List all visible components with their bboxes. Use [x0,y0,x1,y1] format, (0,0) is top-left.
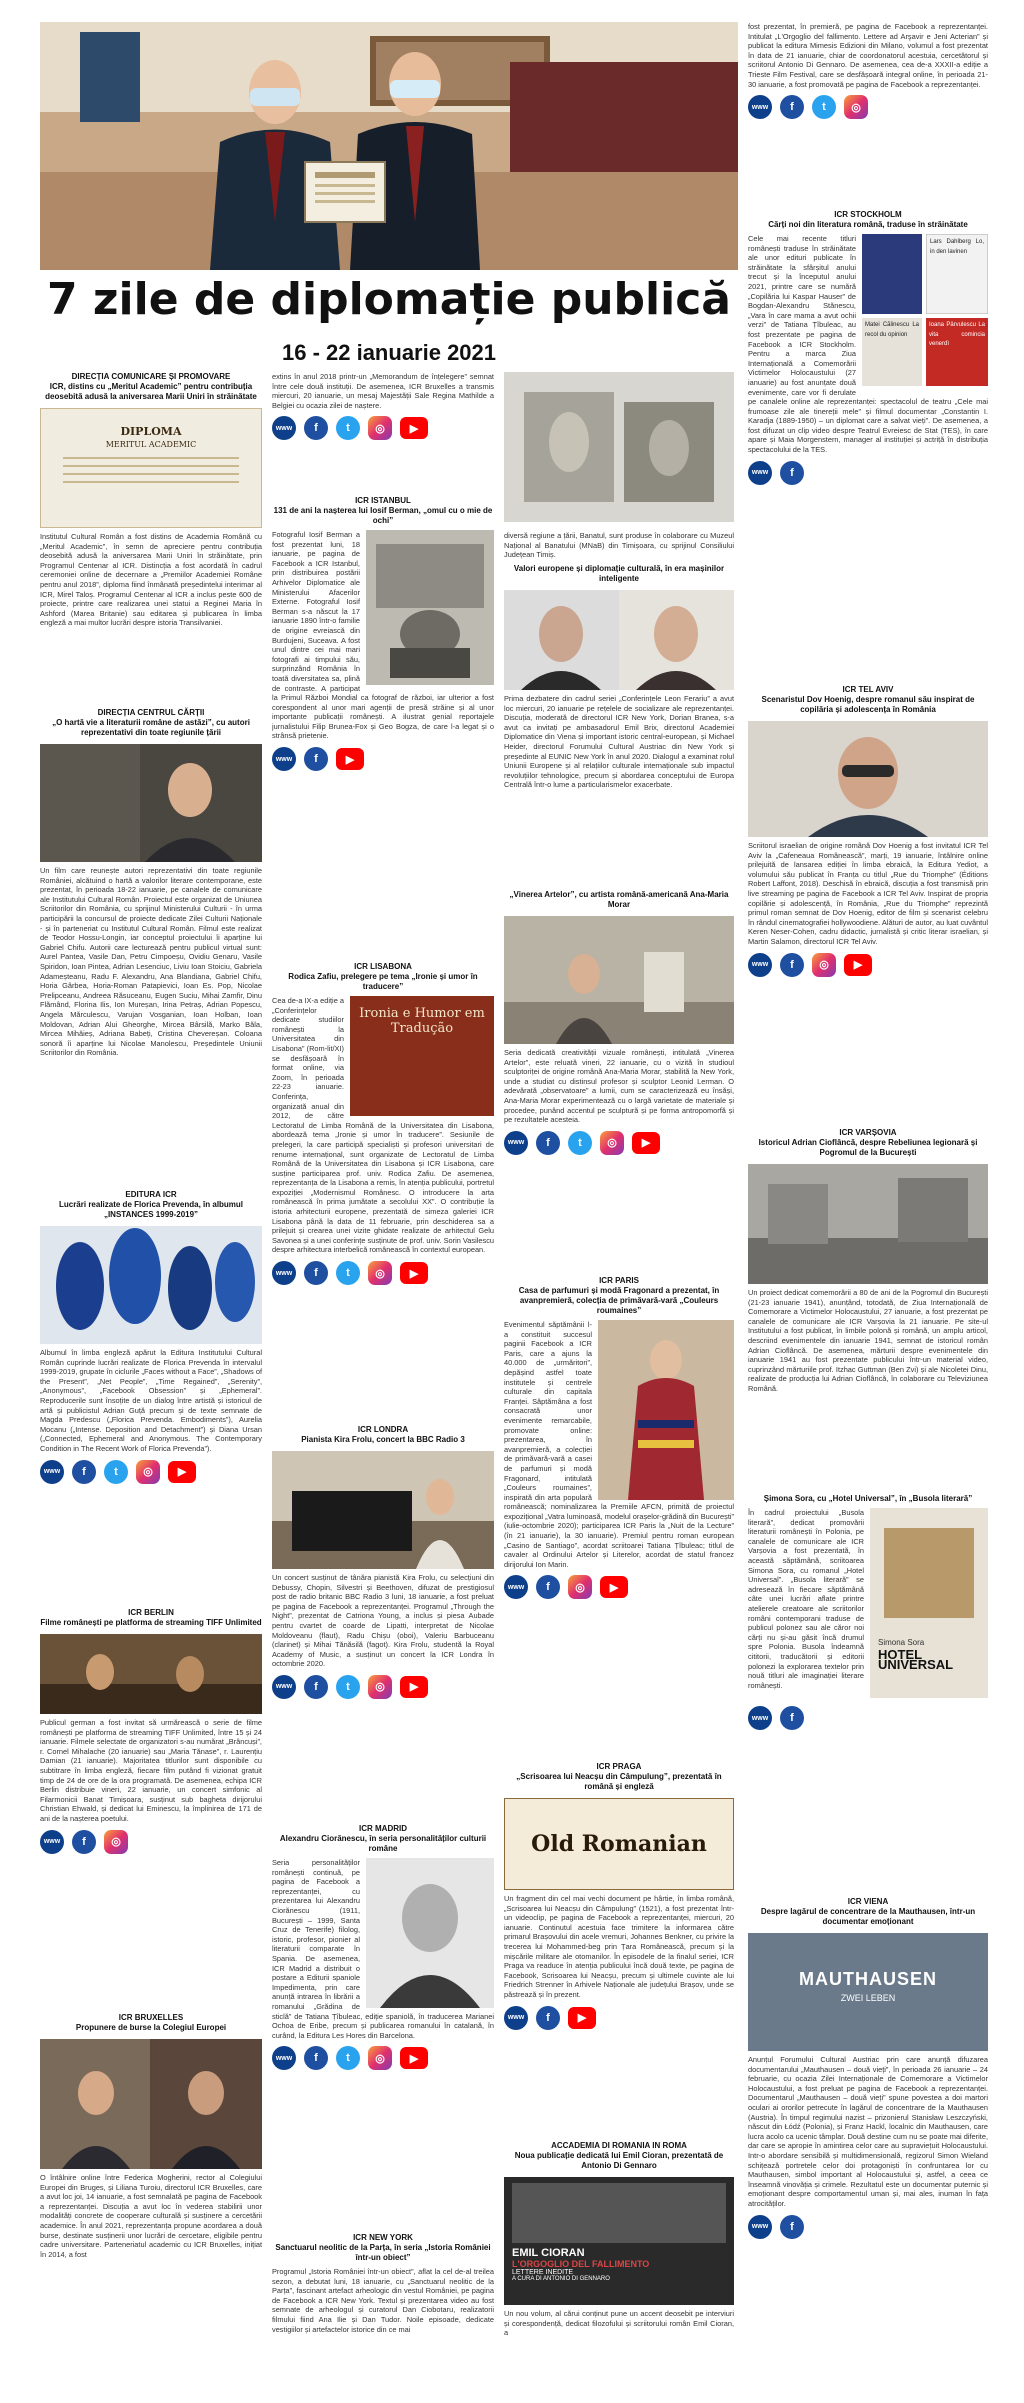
youtube-icon[interactable]: ▶ [844,954,872,976]
social-links [504,1131,734,1155]
section-body: Anunțul Forumului Cultural Austriac prin care anunță difuzarea documentarului „Mauthausen – două vieți”, în perioada 26 ianuarie – 24 februarie, cu ocazia Zilei Internaționale de Comemorare a Victimelor Holocaustului, a fost preluat pe pagina de Facebook a reprezentanței. Documentarul „Mauthausen – două vieți” spune povestea a doi martori oculari ai ororilor petrecute în lagărul de concentrare de la Mauthausen (Austria). În timpul regimului nazist – prizonierul Stanisław Leszczyński, născut din Łódź (Polonia), și Franz Hackl, localnic din Mauthausen, care lucra acolo ca ucenic tâmplar. Două destine cum nu se poate mai diferite, dar care se apropie în amintirea celor care au supraviețuit Holocaustului. Intr-o abordare sensibilă și multidimensională, regizorul Simon Wieland schițează portretele celor doi protagoniști în confruntarea lor cu Mauthausen, simbol important al Holocaustului și, astfel, a ceea ce înseamnă vinovăția și crimele. Rezultatul este un documentar puternic și emoționant despre comportamentul uman și, mai ales, inuman în fața atrocităților. [748,2055,988,2208]
facebook-icon[interactable]: f [304,1261,328,1285]
section-heading [272,1425,494,1445]
section-dcp [40,372,262,628]
section-location: ICR PARIS [599,1276,639,1285]
section-location: EDITURA ICR [125,1190,177,1199]
section-body-wrap [272,530,494,741]
section-body: fost prezentat, în premieră, pe pagina de Facebook a reprezentanței. Intitulat „L'Orgoglio del fallimento. Lettere ad Arşavir e Jeni Acterian” și publicat la editura Mimesis Edizioni din Milano, volumul a fost prezentat în data de 21 ianuarie, chiar de coordonatorul acestuia, cercetătorul și scriitorul Antonio Di Gennaro. De asemenea, cea de-a XXXII-a ediție a Trieste Film Festival, care se desfășoară integral online, în perioada 21-30 ianuarie, a fost promovată pe pagina de Facebook a reprezentanței. [748,22,988,89]
online-meeting-photo [40,2039,262,2169]
www-icon[interactable]: www [272,1261,296,1285]
facebook-icon[interactable]: f [304,2046,328,2070]
facebook-icon[interactable]: f [536,1131,560,1155]
twitter-icon[interactable]: t [336,2046,360,2070]
section-body: Seria personalităților românești continuă, pe pagina de Facebook a reprezentanței, cu prezentarea lui Alexandru Ciorănescu (1911, București – 1999, Santa Cruz de Tenerife) filolog, istoric, profesor, pionier al literaturii comparate în Spania. De asemenea, ICR Madrid a distribuit o postare a Editurii spaniole Impedimenta, prin care anunță intrarea în librării a romanului „Grădina de sticlă” de Tatiana Țîbuleac, ediție spaniolă, în traducerea Marianei Ochoa de Eribe, precum și publicarea romanului în catalană, în curând, la Editura Les Hores din Barcelona. [272,1858,494,2040]
section-newyork-arts [504,890,734,1155]
social-links [272,1675,494,1699]
old-romanian-banner [504,1798,734,1890]
section-subtitle: Casa de parfumuri și modă Fragonard a prezentat, în avanpremieră, colecția de primăvară-vară „Couleurs roumaines” [518,1286,720,1315]
film-festival-still [40,1634,262,1714]
youtube-icon[interactable]: ▶ [336,748,364,770]
section-location: DIRECȚIA CENTRUL CĂRȚII [97,708,205,717]
section-location: ICR LISABONA [354,962,412,971]
twitter-icon[interactable]: t [812,95,836,119]
fashion-photo [598,1320,734,1500]
youtube-icon[interactable]: ▶ [568,2007,596,2029]
section-berlin [40,1608,262,1854]
section-londra [272,1425,494,1699]
section-heading [748,210,988,230]
instagram-icon[interactable]: ◎ [600,1131,624,1155]
section-body-wrap [748,1508,988,1700]
section-subtitle: „Scrisoarea lui Neacșu din Câmpulung”, prezentată în română și engleză [516,1772,722,1791]
page-headline: 7 zile de diplomație publică [47,274,731,325]
instagram-icon[interactable]: ◎ [844,95,868,119]
facebook-icon[interactable]: f [780,2215,804,2239]
section-body-wrap [748,234,988,455]
www-icon[interactable]: www [272,747,296,771]
facebook-icon[interactable]: f [780,95,804,119]
section-body-wrap [272,996,494,1255]
section-subtitle: Șimona Sora, cu „Hotel Universal”, în „Busola literară” [763,1494,973,1503]
section-heading [40,1190,262,1220]
social-links [40,1460,262,1484]
section-heading [272,496,494,526]
section-newyork-conference [504,564,734,790]
facebook-icon[interactable]: f [304,747,328,771]
author-photo [748,721,988,837]
facebook-icon[interactable]: f [304,1675,328,1699]
facebook-icon[interactable]: f [304,416,328,440]
section-subtitle: Cărți noi din literatura română, traduse în străinătate [768,220,968,229]
section-location: ICR MADRID [359,1824,407,1833]
www-icon[interactable]: www [504,2006,528,2030]
section-body: Scriitorul israelian de origine română Dov Hoenig a fost invitatul ICR Tel Aviv la „Cafeneaua Românească”, marți, 19 ianuarie, întâlnire online prilejuită de lansarea ediției în limba ebraică, la Editura Yediot, a volumului său publicat în Franța cu titlul „Rue du Triomphe” (Éditions Robert Laffont, 2018). Deschisă în ebraică, discuția a fost transmisă prin live streaming pe pagina de Facebook a ICR Tel Aviv. Inspirat de propria copilărie și adolescență, în România, „Rue du Triomphe” reprezintă primul roman semnat de Dov Hoenig, editor de film și scenarist celebru în rândul cinematografiei hollywoodiene. Alături de autor, au luat cuvântul Keren Neser-Cohen, cadru didactic, jurnalistă și critic literar israelian, și Martin Salamon, directorul ICR Tel Aviv. [748,841,988,946]
documentary-poster [748,1933,988,2051]
www-icon[interactable]: www [748,1706,772,1730]
section-body: Un proiect dedicat comemorării a 80 de ani de la Pogromul din București (21-23 ianuarie 1941), anunțând, totodată, de Ziua Internațională de Comemorare a Victimelor Holocaustului, 27 ianuarie, a fost prezentat pe canalele de comunicare ale ICR Varșovia la 21 ianuarie. Pe site-ul Institutului a fost publicat, în limbile polonă și română, un amplu articol, descriind evenimentele din ianuarie 1941, semnat de istoricul român Adrian Cioflâncă. De asemenea, mărturii despre evenimentele din ianuarie 1941 au fost prezentate publicului într-un material video, cuprinzând mărturiile prof. Itzhac Guttman (Ben Zvi) și ale Nicoletei Dinu, realizate de producția lui Adrian Cioflâncă, în colaborare cu Televiziunea Română. [748,1288,988,1393]
section-location: ICR ISTANBUL [355,496,411,505]
diploma-title: DIPLOMA [120,425,182,438]
section-body: Publicul german a fost invitat să urmărească o serie de filme românești pe platforma de streaming TIFF Unlimited, între 15 și 24 ianuarie. Filmele selectate de organizatori s-au numărat „Brâncuși”, r. Cornel Mihalache (20 ianuarie) sau „Maria Tănase”, r. Laurențiu Damian (21 ianuarie). Majoritatea titlurilor sunt disponibile cu subtitrare în limba engleză, fiecare film putând fi vizionat gratuit timp de 24 de ore de la ora programată. De asemenea, echipa ICR Berlin distribuie vineri, 22 ianuarie, un concert simfonic al Filarmonicii Banat Timișoara, susținut sub bagheta dirijorului Christian Ehwald, și dedicat lui Eminescu, la împlinirea de 171 de ani de la nașterea poetului. [40,1718,262,1823]
www-icon[interactable]: www [40,1830,64,1854]
section-body: Seria dedicată creativității vizuale românești, intitulată „Vinerea Artelor”, este reluată vineri, 22 ianuarie, cu o vizită în studioul sculptoriței de origine română Ana-Maria Morar, stabilită la New York, unde a studiat cu distinsul profesor și sculptor Leonid Lerman. O adevărată „observatoare” a lumii, cum se caracterizează eu însăși, Ana-Maria Morar experimentează cu o largă varietate de materiale și procedee, punând accentul pe sculptură și pe forma antropomorfă și pe rezultatele acesteia. [504,1048,734,1125]
banner-title: Old Romanian [531,1831,707,1857]
book-title: Ironia e Humor em Tradução [359,1006,485,1036]
social-links [748,1706,988,1730]
section-heading [40,708,262,738]
historic-street-photo [748,1164,988,1284]
section-body-wrap [272,1858,494,2040]
section-heading [748,685,988,715]
cover-title: L'ORGOGLIO DEL FALLIMENTO [512,2259,650,2269]
section-telaviv [748,685,988,977]
section-body: Programul „Istoria României într-un obiect”, aflat la cel de-al treilea sezon, a debutat luni, 18 ianuarie, cu „Sanctuarul neolitic de la Parța”, fascinant artefact arheologic din vestul României, pe pagina de Facebook a ICR New York. Textul și prezentarea video au fost semnate de arheologul și curatorul Dan Ciobotaru, realizatorii filmului fiind Ana Ilie și Dan Tudor. Noile episoade, dedicate vestigiilor și artefactelor istorice din ce mai [272,2267,494,2334]
social-links [272,2046,494,2070]
youtube-icon[interactable]: ▶ [168,1461,196,1483]
social-links [504,2006,734,2030]
www-icon[interactable]: www [748,953,772,977]
youtube-icon[interactable]: ▶ [400,1262,428,1284]
www-icon[interactable]: www [272,1675,296,1699]
instagram-icon[interactable]: ◎ [368,416,392,440]
www-icon[interactable]: www [748,461,772,485]
book-cover-1 [862,234,922,314]
social-links [272,1261,494,1285]
social-links [272,416,494,440]
section-body: În cadrul proiectului „Busola literară”, dedicat promovării literaturii românești în Polonia, pe canalele de comunicare ale ICR Varșovia a fost prezentată, în această săptămână, scriitoarea Simona Sora, cu romanul „Hotel Universal”. „Busola literară” se adresează în fiecare săptămână câte unei lucrări aflate printre atelierele creatoare ale scriitorilor români contemporani traduse de publicul polonez sau ale căror noi cărți nu și-au găsit încă drumul spre Polonia. Busola îndeamnă cititorii, traducătorii și editorii polonezi la explorarea textelor prin nouă titluri ale imaginației literare românești. [748,1508,864,1690]
instagram-icon[interactable]: ◎ [104,1830,128,1854]
instagram-icon[interactable]: ◎ [368,1261,392,1285]
meeting-screenshot [40,2039,262,2169]
hotel-universal-cover [870,1508,988,1698]
section-bruxelles-cont [272,372,494,440]
pianist-photo [272,1451,494,1569]
diploma-subtitle: MERITUL ACADEMIC [105,440,197,449]
officials-photo [40,22,738,270]
facebook-icon[interactable]: f [536,1575,560,1599]
section-subtitle: Pianista Kira Frolu, concert la BBC Radio 3 [301,1435,465,1444]
facebook-icon[interactable]: f [72,1830,96,1854]
section-location: ICR STOCKHOLM [834,210,902,219]
sanctuary-photo [504,372,734,522]
section-newyork [272,2233,494,2334]
section-body: Evenimentul săptămânii l-a constituit succesul paginii Facebook a ICR Paris, care a ajuns la 40.000 de „urmăritori”, depășind astfel toate institutele și centrele culturale din capitala Franței. Săptămâna a fost consacrată unor evenimente remarcabile, promovate online: prezentarea, în avanpremieră, a colecției de primăvară-vară a casei de parfumuri și modă Fragonard, intitulată „Couleurs roumaines”, inspirată din arta populară românească; nominalizarea la Premiile AFCN, primită de proiectul expozițional „Vatra luminoasă, modelul orașelor-grădină din București” (iulie-octombrie 2020); participarea ICR Paris la „Nuit de la Lecture” (în 21 ianuarie), la 30 ianuarie). Premiul pentru roman european „Casino de Santiago”, acordat scriitoarei Tatiana Țîbuleac; titlul de cavaler al Ordinului Artelor și Literelor, acordat de statul francez dirijorului Ion Marin. [504,1320,734,1569]
section-editura [40,1190,262,1484]
section-body: Un concert susținut de tânăra pianistă Kira Frolu, cu selecțiuni din Debussy, Chopin, Silvestri și Beethoven, difuzat de prestigiosul post de radio britanic BBC Radio 3 luni, 18 ianuarie, a fost preluat pe pagina de Facebook a reprezentanței. Programul „Through the Night”, prezentat de Catriona Young, a inclus și piesa Aubade pentru cvartet de coarde de Lipatti, interpretat de Nicolae Moldoveanu (flaut), Radu Chișu (oboi), Valeriu Barbuceanu (clarinet) și Mihai Tănăsilă (fagot). Kira Frolu, studentă la Royal Academy of Music, a susținut un concert la ICR Londra în octombrie 2020. [272,1573,494,1669]
section-subtitle: „O hartă vie a literaturii române de astăzi”, cu autori reprezentativi din toate regiunile țării [52,718,250,737]
writer-photo [40,744,262,862]
portrait-photo [366,1858,494,2008]
youtube-icon[interactable]: ▶ [400,417,428,439]
section-subtitle: „Vinerea Artelor”, cu artista română-americană Ana-Maria Morar [509,890,729,909]
section-newyork-photo [504,372,734,560]
facebook-icon[interactable]: f [780,461,804,485]
section-subtitle: Sanctuarul neolitic de la Parța, în seria „Istoria României într-un obiect” [275,2243,491,2262]
youtube-icon[interactable]: ▶ [400,2047,428,2069]
section-heading [504,2141,734,2171]
www-icon[interactable]: www [272,416,296,440]
section-body: Un film care reunește autori reprezentativi din toate regiunile României, alcătuind o hartă a valorilor literare contemporane, este prezentat, în perioada 18-22 ianuarie, pe canalele de comunicare ale Institutului Cultural Român. Proiectul este organizat de Uniunea Scriitorilor din România, cu sprijinul Ministerului Culturii - în urma participării la concursul de proiecte dedicate Zilei Culturii Naționale - și în parteneriat cu Institutul Cultural Român. Filmul este realizat de Teodor Hossu-Longin, iar conceptul proiectului îi aparține lui Gabriel Chifu. Autorii care lecturează pentru publicul virtual sunt: Aurel Pantea, Vasile Dan, Petru Cimpoeșu, Ovidiu Genaru, Vasile Spiridon, Ioan Pintea, Adrian Lesenciuc, Liviu Ioan Stoiciu, Gabriela Adameșteanu, Radu F. Alexandru, Ana Blandiana, Gabriel Chifu, Horia Gârbea, Horia-Roman Patapievici, Ioan Es. Pop, Nicolae Prelipceanu, Andreea Răsuceanu, Eugen Suciu, Mihai Zamfir, Dinu Flămând, Florina Ilis, Ion Mureșan, Irina Petraș, Adrian Popescu, Angela Mărculescu, Varujan Vosganian, Ioan Holban, Ioan Moldovan, Adrian Alui Gheorghe, Mircea Bârsilă, Marko Băla, Mircea Mihăieș, Adriana Babeți, Cristina Chevereșan. Coloana sonoră îi aparține lui Nicolae Manolescu, Președintele Uniunii Scriitorilor din România. [40,866,262,1058]
section-body: Albumul în limba engleză apărut la Editura Institutului Cultural Român cuprinde lucrări realizate de Florica Prevenda în intervalul 1999-2019, grupate în ciclurile „Faces without a Face”, „Shadows of the Present”, „Net People”, „Time Regained”, „Serenity”, „Anonymous”, „Facebook Obsession” și „Ephemeral”. Reproducerile sunt însoțite de un dialog între artistă și istoricul de artă și publicistul Adrian Guță precum și de texte semnate de Magda Predescu („Florica Prevenda. Embodiments”), Aurelia Mocanu („Intense. Deposition and Detachment”) și Diana Ursan („Connected, Ephemeral and Anonymous. The Contemporary Condition in The Recent Work of Florica Prevenda”). [40,1348,262,1453]
section-location: ICR LONDRA [357,1425,409,1434]
section-subtitle: Scenaristul Dov Hoenig, despre romanul său inspirat de copilăria și adolescența în România [761,695,975,714]
social-links [748,2215,988,2239]
section-body: O întâlnire online între Federica Mogherini, rector al Colegiului Europei din Bruges, și Liliana Turoiu, directorul ICR Bruxelles, care a avut loc joi, 14 ianuarie, a fost semnalată pe pagina de Facebook a reprezentanței. Discuția a avut loc în vederea stabilirii unor modalități concrete de cooperare culturală și susținere a cercetării academice. În anul 2021, reprezentanța propune acordarea a două burse, destinate susținerii unor lucrări de cercetare, eligibile pentru cadre universitare. Parteneriatul academic cu ICR Bruxelles, inițiat în 2014, a fost [40,2173,262,2259]
diploma-image [40,408,262,528]
section-subtitle: 131 de ani la nașterea lui Iosif Berman, „omul cu o mie de ochi” [273,506,493,525]
facebook-icon[interactable]: f [780,953,804,977]
section-viena [748,1897,988,2239]
section-heading [748,1897,988,1927]
section-location: DIRECȚIA COMUNICARE ȘI PROMOVARE [71,372,231,381]
social-links [504,1575,734,1599]
section-body: Un nou volum, al cărui conținut pune un accent deosebit pe interviuri și corespondență, dedicat filozofului și scriitorului român Emil Cioran, a [504,2309,734,2338]
instagram-icon[interactable]: ◎ [812,953,836,977]
www-icon[interactable]: www [748,95,772,119]
blue-sculptures [40,1226,262,1344]
section-bruxelles [40,2013,262,2259]
www-icon[interactable]: www [272,2046,296,2070]
section-heading [40,372,262,402]
section-heading [272,2233,494,2263]
section-location: ICR NEW YORK [353,2233,413,2242]
studio-photo [504,916,734,1044]
section-body: Cele mai recente titluri românești traduse în străinătate ale unor edituri publicate în străinătate la sfârșitul anului trecut și la începutul anului 2021, printre care se numără „Copilăria lui Kaspar Hauser” de Bogdan-Alexandru Stănescu, „Vara în care mama a avut ochii verzi” de Tatiana Țîbuleac, au fost prezentate pe pagina de Facebook a ICR Stockholm. Pentru a marca Ziua Internațională a Comemorării Victimelor Holocaustului (27 ianuarie) au fost anunțate două evenimente, care vor fi derulate pe canalele online ale reprezentanței: spectacolul de teatru „Cele mai frumoase zile ale tinereții mele” și filmul documentar „Constantin I. Karadja (1889-1950) – un diplomat care a salvat vieți”. De asemenea, a fost difuzat un clip video despre Teatrul Evreiesc de Stat (TES), în care apare și Maia Morgenstern, manager al instituției și actriță în distribuția spectacolului de la TES. [748,234,988,455]
www-icon[interactable]: www [748,2215,772,2239]
section-heading [40,1608,262,1628]
cover-title: HOTEL UNIVERSAL [878,1647,954,1672]
section-heading [504,1762,734,1792]
section-subtitle: Lucrări realizate de Florica Prevenda, în albumul „INSTANCES 1999-2019” [58,1200,244,1219]
piano-performance [272,1451,494,1569]
section-body: diversă regiune a țării, Banatul, sunt produse în colaborare cu Muzeul Național al Banatului (MNaB) din Timișoara, cu sprijinul Consiliului Județean Timiș. [504,531,734,560]
twitter-icon[interactable]: t [104,1460,128,1484]
historic-photo [366,530,494,685]
writer-video-still [40,744,262,862]
section-heading [748,1128,988,1158]
hero-photo [40,22,738,270]
twitter-icon[interactable]: t [336,416,360,440]
facebook-icon[interactable]: f [72,1460,96,1484]
section-subtitle: Filme românești pe platforma de streaming TIFF Unlimited [40,1618,262,1627]
sculptor-studio-photo [504,916,734,1044]
social-links [40,1830,262,1854]
social-links [748,461,988,485]
section-accademia [504,2141,734,2338]
speakers-photo [504,590,734,690]
section-location: ICR TEL AVIV [842,685,894,694]
section-subtitle: Alexandru Ciorănescu, în seria personalităților culturii române [279,1834,487,1853]
two-speakers [504,590,734,690]
section-heading [272,962,494,992]
book-cover-3: Matei Călinescu La recol du opinion [862,318,922,386]
section-body: Un fragment din cel mai vechi document pe hârtie, în limba română, „Scrisoarea lui Neacșu din Câmpulung” (1521), a fost prezentat într-un videoclip, pe pagina de Facebook a reprezentanței, miercuri, 20 ianuarie. Continutul acestuia face trimitere la informarea către primarul Brașovului din acele vremuri, Johannes Benkner, cu privire la trecerea lui Mohammed-beg prin Țara Românească, precum și la mișcările militare ale otomanilor. În episodele de la finalul seriei, ICR Praga va readuce în atenția publicului încă două texte, pe pagina de Facebook, Scrisoarea lui Neacșu, precum și ultimele cuvinte ale lui Friedrich Strenner în Arhivele Naționale ale județului Brașov, unde se păstrează și în prezent. [504,1894,734,1999]
section-lisabona [272,962,494,1285]
section-stockholm [748,210,988,485]
section-location: ICR VARȘOVIA [839,1128,897,1137]
youtube-icon[interactable]: ▶ [632,1132,660,1154]
section-location: ICR VIENA [847,1897,889,1906]
section-sora [748,1494,988,1730]
section-body: Institutul Cultural Român a fost distins de Academia Română cu „Meritul Academic”, în semn de apreciere pentru contribuția deosebită adusă la aniversarea Marii Uniri în străinătate, prin Programul Centenar al ICR. Distincția a fost acordată în cadrul ceremoniei online de decernare a „Premiilor Academiei Române pentru anul 2018”, diploma fiind înmânată președintelui interimar al ICR, Mirel Taloș. Programul Centenar al ICR a inclus peste 600 de proiecte, printre care realizarea unei statui a Reginei Maria în Ashford (Marea Britanie) sau editarea și publicarea în limba engleză a mai multor lucrări despre istoria Transilvaniei. [40,532,262,628]
section-heading [504,1276,734,1316]
book-cover-2: Lars Dahlberg Lo, in den lavinen [926,234,988,314]
section-madrid [272,1824,494,2070]
facebook-icon[interactable]: f [536,2006,560,2030]
section-subtitle: Noua publicație dedicată lui Emil Cioran, prezentată de Antonio Di Gennaro [514,2151,724,2170]
twitter-icon[interactable]: t [336,1675,360,1699]
section-body: extins în anul 2018 printr-un „Memorandum de înțelegere” semnat între cele două instituții. De asemenea, ICR Bruxelles a transmis miercuri, 20 ianuarie, un mesaj Majestății Sale Regina Mathilde a Belgiei cu ocazia zilei de naștere. [272,372,494,410]
instagram-icon[interactable]: ◎ [368,1675,392,1699]
cover-author: Simona Sora [878,1638,925,1647]
section-istanbul [272,496,494,771]
section-subtitle: Propunere de burse la Colegiul Europei [75,2023,227,2032]
film-title: MAUTHAUSEN [799,1969,937,1989]
section-body-wrap [504,1320,734,1569]
facebook-icon[interactable]: f [780,1706,804,1730]
section-accademia-cont [748,22,988,119]
section-paris [504,1276,734,1599]
section-location: ICR PRAGA [596,1762,642,1771]
book-cover [350,996,494,1116]
www-icon[interactable]: www [504,1575,528,1599]
cioran-book-cover [504,2177,734,2305]
twitter-icon[interactable]: t [568,1131,592,1155]
social-links [272,747,494,771]
section-location: ICR BRUXELLES [118,2013,184,2022]
section-subtitle: Rodica Zafiu, prelegere pe tema „Ironie și umor în traducere” [288,972,478,991]
book-covers [862,234,988,386]
social-links [748,95,988,119]
section-heading [40,2013,262,2033]
cover-author: EMIL CIORAN [512,2247,585,2259]
section-dcc [40,708,262,1058]
instagram-icon[interactable]: ◎ [568,1575,592,1599]
bucharest-1941-photo [748,1164,988,1284]
section-body: Prima dezbatere din cadrul seriei „Conferințele Leon Ferariu” a avut loc miercuri, 20 ianuarie pe rețelele de socializare ale reprezentanței. Discuția, moderată de directorul ICR New York, Dorian Branea, s-a avut ca invitați pe ambasadorul Emil Brix, directorul Academiei Diplomatice din Viena și important istoric central-european, și Michael Heider, directorul Forumului Cultural Austriac din New York și președinte al EUNIC New York în anul 2020. Dialogul a examinat rolul Uniunii Europene și al relațiilor culturale internaționale sub impactul revoluțiilor tehnologice, precum și abordarea conceptului de Europa Centrală într-o lume a particularismelor exacerbate. [504,694,734,790]
section-subtitle: ICR, distins cu „Meritul Academic” pentru contribuția deosebită adusă la aniversarea Marii Uniri în străinătate [45,382,257,401]
section-body: Cea de-a IX-a ediție a „Conferințelor dedicate studiilor românești la Universitatea din Lisabona” (Rom-lit/XI) se desfășoară în format online, via Zoom, în perioada 22-23 ianuarie. Conferința, organizată anual din 2012, de către Lectoratul de Limba Română de la Universitatea din Lisabona, abordează tema „Ironie și umor în traducere”. Sesiunile de prelegeri, la care participă specialiști și profesori universitari de renume internațional, sunt organizate de Lectoratul de Limba Română de la Universitatea din Lisabona și ICR Lisabona, care susține participarea prof. univ. Rodica Zafiu. De asemenea, reprezentanța de la Lisabona a remis, în atenția publicului, portretul expoziției „Modernismul Românesc. O introducere la arta românească în prima jumătate a secolului XX”. O contribuție la istoria arhitecturii europene, prezentată de simeza galeriei ICR Lisabona până la data de 11 februarie, prin deschiderea sa a prilejuit și crearea unei vizite ghidate realizate de arhitectul Gelu Savonea și a unei conferințe susținute de prof. univ. Sorin Vasilescu despre arhitectura interbelică românească în contextul european. [272,996,494,1255]
youtube-icon[interactable]: ▶ [600,1576,628,1598]
youtube-icon[interactable]: ▶ [400,1676,428,1698]
www-icon[interactable]: www [40,1460,64,1484]
film-subtitle: ZWEI LEBEN [840,1993,896,2003]
dov-hoenig-photo [748,721,988,837]
twitter-icon[interactable]: t [336,1261,360,1285]
section-location: ACCADEMIA DI ROMANIA IN ROMA [551,2141,687,2150]
section-location: ICR BERLIN [128,1608,174,1617]
section-praga [504,1762,734,2030]
section-varsovia [748,1128,988,1394]
cover-subtitle: LETTERE INEDITE [512,2269,574,2276]
section-subtitle: Despre lagărul de concentrare de la Mauthausen, într-un documentar emoționant [760,1907,976,1926]
date-range: 16 - 22 ianuarie 2021 [281,340,497,365]
instagram-icon[interactable]: ◎ [368,2046,392,2070]
section-body: Fotograful Iosif Berman a fost prezentat luni, 18 ianuarie, pe pagina de Facebook a ICR Istanbul, prin distribuirea postării Arhivelor Diplomatice ale Ministerului Afacerilor Externe. Fotograful Iosif Berman s-a născut la 17 ianuarie 1890 într-o familie de origine evreiască din Burdujeni, Suceava. A fost unul dintre cei mai mari fotografi ai timpului său, surprinzând România în toată diversitatea sa, plină de contraste. A participat la Primul Război Mondial ca fotograf de război, iar ulterior a fost corespondent al unor mari agenții de presă străine și al unor importante publicații românești. A ilustrat genial reportajele jurnalistului Filip Brunea-Fox și Geo Bogza, de care l-a legat și o strânsă prietenie. [272,530,494,741]
section-subtitle: Valori europene și diplomație culturală, în era mașinilor inteligente [513,564,725,583]
instagram-icon[interactable]: ◎ [136,1460,160,1484]
social-links [748,953,988,977]
cover-editor: A CURA DI ANTONIO DI GENNARO [512,2276,610,2282]
section-heading [272,1824,494,1854]
film-still [40,1634,262,1714]
section-subtitle: Istoricul Adrian Cioflâncă, despre Rebeliunea legionară și Pogromul de la București [758,1138,978,1157]
www-icon[interactable]: www [504,1131,528,1155]
book-cover-4: Ioana Pârvulescu La vita comincia venerdì [926,318,988,386]
sculptures-photo [40,1226,262,1344]
